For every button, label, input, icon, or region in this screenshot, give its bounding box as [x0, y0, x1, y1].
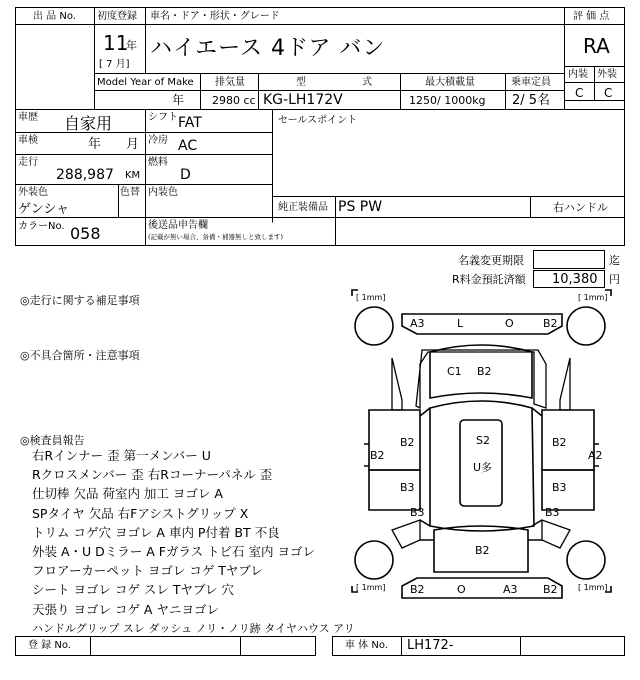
report-line: 仕切棒 欠品 荷室内 加工 ヨゴレ A: [32, 486, 223, 502]
type-value: KG-LH172V: [263, 92, 343, 108]
roof-mark-1: C1: [447, 365, 462, 378]
genuine-equipment-value: PS PW: [338, 199, 383, 215]
report-line: フロアーカーペット ヨゴレ コゲ Tヤブレ: [32, 563, 263, 579]
inspection-month: 月: [126, 137, 140, 152]
displacement-value: 2980 cc: [212, 94, 256, 107]
front-mark-4: B2: [543, 583, 558, 596]
type-label-2: 式: [362, 77, 372, 88]
first-reg-label: 初度登録: [97, 11, 137, 22]
report-line: シート ヨゴレ コゲ スレ Tヤブレ 穴: [32, 582, 235, 598]
displacement-label: 排気量: [215, 77, 245, 88]
color-no-value: 058: [70, 224, 101, 243]
right-side-mark-4: B3: [545, 506, 560, 519]
registration-no-label: 登 録 No.: [28, 640, 71, 651]
fuel-value: D: [180, 167, 191, 183]
chassis-no-value: LH172-: [407, 638, 454, 653]
score-value: RA: [583, 34, 610, 58]
model-year-unit: 年: [172, 93, 185, 107]
report-line: トリム コゲ穴 ヨゴレ A 車内 P付着 BT 不良: [32, 524, 280, 540]
car-name: ハイエース 4ドア バン: [150, 36, 386, 61]
name-change-label: 名義変更期限: [458, 254, 524, 267]
genuine-equipment-label: 純正装備品: [278, 202, 328, 213]
hood-mark: B2: [475, 544, 490, 557]
mileage-value: 288,987: [56, 167, 114, 183]
first-reg-month: [ 7 月]: [99, 59, 130, 70]
mileage-label: 走行: [18, 157, 38, 168]
max-load-value: 1250/ 1000kg: [409, 94, 486, 107]
ac-value: AC: [178, 138, 198, 154]
history-label: 車歴: [18, 112, 38, 123]
right-side-mark-2: A2: [588, 449, 603, 462]
int-color-label: 内装色: [148, 187, 178, 198]
ext-color-label: 外装色: [18, 187, 48, 198]
center-mark-2: U多: [473, 461, 493, 474]
shift-label: シフト: [148, 112, 178, 123]
color-change-label: 色替: [120, 187, 140, 198]
right-side-mark-3: B3: [552, 481, 567, 494]
type-label-1: 型: [296, 77, 306, 88]
sales-points-label: セールスポイント: [278, 115, 358, 126]
fuel-label: 燃料: [148, 157, 168, 168]
right-side-mark-1: B2: [552, 436, 567, 449]
front-mark-3: A3: [503, 583, 518, 596]
roof-mark-2: B2: [477, 365, 492, 378]
post-equipment-note: (記載が無い場合、备備・補器無しと致します): [148, 233, 284, 241]
front-mark-1: B2: [410, 583, 425, 596]
corner-label-bl: [ 1mm]: [356, 583, 386, 592]
defects-label: ◎不具合箇所・注意事項: [20, 349, 140, 362]
inspection-label: 車検: [18, 135, 38, 146]
report-line: ハンドルグリップ スレ ダッシュ ノリ・ノリ跡 タイヤハウス アリ: [32, 621, 355, 635]
inspector-report-label: ◎検査員報告: [20, 434, 85, 447]
left-side-mark-2: B2: [370, 449, 385, 462]
report-line: 右Rインナー 歪 第一メンバー U: [32, 448, 211, 463]
report-line: 天張り ヨゴレ コゲ A ヤニヨゴレ: [32, 601, 219, 617]
inspection-year: 年: [88, 137, 102, 152]
rear-mark-1: A3: [410, 317, 425, 330]
interior-grade-label: 内装: [568, 69, 588, 80]
ac-label: 冷房: [148, 135, 168, 146]
rear-mark-4: B2: [543, 317, 558, 330]
recycle-fee-unit: 円: [609, 273, 620, 286]
rear-mark-3: O: [505, 317, 514, 330]
driving-notes-label: ◎走行に関する補足事項: [20, 294, 140, 307]
capacity-label: 乗車定員: [511, 77, 551, 88]
corner-label-br: [ 1mm]: [578, 583, 608, 592]
exterior-grade: C: [604, 86, 613, 100]
interior-grade: C: [575, 86, 584, 100]
mileage-unit: KM: [125, 170, 141, 181]
corner-label-tr: [ 1mm]: [578, 293, 608, 302]
corner-label-tl: [ 1mm]: [356, 293, 386, 302]
left-side-mark-1: B2: [400, 436, 415, 449]
ext-color-value: ゲンシャ: [18, 202, 70, 217]
left-side-mark-4: B3: [410, 506, 425, 519]
first-reg-year: 11: [103, 31, 129, 55]
lot-no-label: 出 品 No.: [33, 11, 76, 22]
name-change-unit: 迄: [609, 254, 620, 267]
max-load-label: 最大積載量: [425, 77, 475, 88]
inspector-report: [32, 446, 355, 638]
first-reg-year-unit: 年: [126, 39, 137, 52]
front-mark-2: O: [457, 583, 466, 596]
steering-value: 右ハンドル: [553, 201, 608, 214]
chassis-no-label: 車 体 No.: [345, 640, 388, 651]
report-line: Rクロスメンバー 歪 右Rコーナーパネル 歪: [32, 467, 273, 483]
history-value: 自家用: [64, 114, 113, 133]
rear-mark-2: L: [457, 317, 464, 330]
report-line: 外装 A・U Dミラー A Fガラス トビ石 室内 ヨゴレ: [32, 544, 316, 560]
shift-value: FAT: [178, 115, 202, 131]
recycle-fee-label: R料金預託済額: [452, 273, 526, 286]
recycle-fee-value: 10,380: [552, 272, 598, 287]
exterior-grade-label: 外装: [597, 69, 617, 80]
capacity-value: 2/ 5名: [512, 93, 551, 108]
post-equipment-label: 後送品申告欄: [148, 220, 208, 231]
center-mark-1: S2: [476, 434, 490, 447]
model-label: 車名・ドア・形状・グレード: [150, 11, 280, 22]
score-label: 評 価 点: [573, 11, 610, 22]
report-line: SPタイヤ 欠品 右Fアシストグリップ X: [32, 505, 249, 521]
left-side-mark-3: B3: [400, 481, 415, 494]
model-year-label: Model Year of Make: [97, 77, 194, 88]
color-no-label: カラーNo.: [18, 221, 65, 232]
